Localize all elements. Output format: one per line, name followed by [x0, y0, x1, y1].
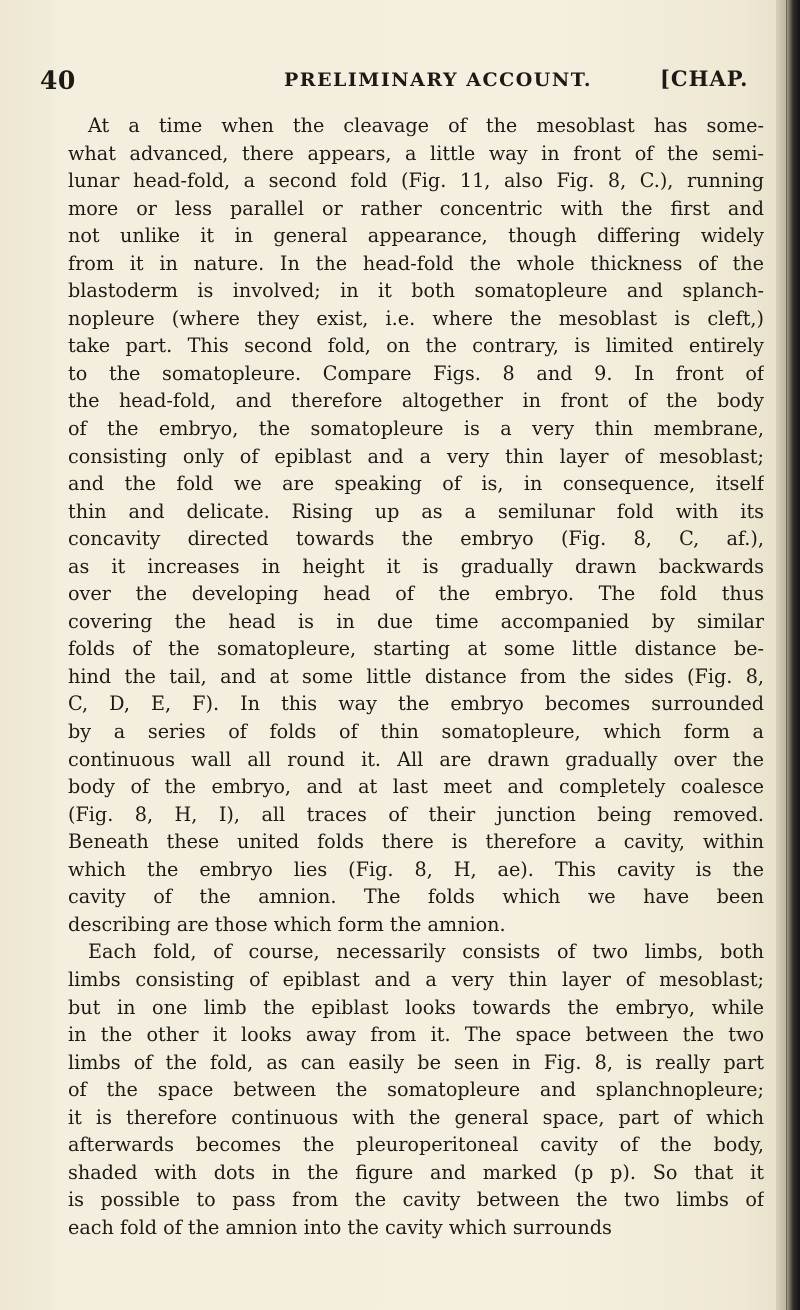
- text-line: body of the embryo, and at last meet and completely coalesce: [68, 775, 764, 799]
- chapter-label: [CHAP.: [660, 66, 749, 91]
- text-line: take part. This second fold, on the contrary, is limited entirely: [68, 334, 764, 358]
- text-line: hind the tail, and at some little distance from the sides (Fig. 8,: [68, 664, 764, 688]
- text-line: of the embryo, the somatopleure is a very thin membrane,: [68, 417, 764, 441]
- body-text: [68, 112, 764, 1241]
- text-line: lunar head-fold, a second fold (Fig. 11, also Fig. 8, C.), running: [68, 169, 764, 193]
- page-gutter-edge: [776, 0, 800, 1310]
- text-line: cavity of the amnion. The folds which we have been: [68, 885, 764, 909]
- text-line: which the embryo lies (Fig. 8, H, ae). This cavity is the: [68, 857, 764, 881]
- text-line: At a time when the cleavage of the mesoblast has some-: [88, 114, 764, 137]
- text-line: C, D, E, F). In this way the embryo becomes surrounded: [68, 692, 764, 716]
- text-line: each fold of the amnion into the cavity which surrounds: [68, 1215, 612, 1239]
- page-number: 40: [40, 66, 76, 95]
- text-line: over the developing head of the embryo. The fold thus: [68, 582, 764, 606]
- text-line: blastoderm is involved; in it both somatopleure and splanch-: [68, 279, 764, 303]
- text-line: what advanced, there appears, a little way in front of the semi-: [68, 141, 764, 165]
- text-line: folds of the somatopleure, starting at some little distance be-: [68, 637, 764, 661]
- paragraph: [68, 938, 764, 1241]
- text-line: of the space between the somatopleure and splanchnopleure;: [68, 1078, 764, 1102]
- text-line: not unlike it in general appearance, though differing widely: [68, 224, 764, 248]
- text-line: thin and delicate. Rising up as a semilunar fold with its: [68, 499, 764, 523]
- text-line: consisting only of epiblast and a very thin layer of mesoblast;: [68, 444, 764, 468]
- text-line: as it increases in height it is gradually drawn backwards: [68, 554, 764, 578]
- text-line: covering the head is in due time accompanied by similar: [68, 609, 764, 633]
- page-gutter-line: [786, 0, 787, 1310]
- text-line: to the somatopleure. Compare Figs. 8 and 9. In front of: [68, 361, 764, 385]
- text-line: from it in nature. In the head-fold the whole thickness of the: [68, 251, 764, 275]
- text-line: and the fold we are speaking of is, in consequence, itself: [68, 472, 764, 496]
- paragraph: [68, 112, 764, 938]
- text-line: nopleure (where they exist, i.e. where the mesoblast is cleft,): [68, 306, 764, 330]
- text-line: is possible to pass from the cavity between the two limbs of: [68, 1188, 764, 1212]
- text-line: concavity directed towards the embryo (Fig. 8, C, af.),: [68, 527, 764, 551]
- text-line: limbs of the fold, as can easily be seen in Fig. 8, is really part: [68, 1050, 764, 1074]
- text-line: the head-fold, and therefore altogether in front of the body: [68, 389, 764, 413]
- text-line: by a series of folds of thin somatopleure, which form a: [68, 720, 764, 744]
- text-line: limbs consisting of epiblast and a very thin layer of mesoblast;: [68, 967, 764, 991]
- text-line: afterwards becomes the pleuroperitoneal cavity of the body,: [68, 1133, 764, 1157]
- text-line: continuous wall all round it. All are drawn gradually over the: [68, 747, 764, 771]
- text-line: but in one limb the epiblast looks towards the embryo, while: [68, 995, 764, 1019]
- text-line: more or less parallel or rather concentric with the first and: [68, 196, 764, 220]
- text-line: it is therefore continuous with the general space, part of which: [68, 1105, 764, 1129]
- text-line: Beneath these united folds there is therefore a cavity, within: [68, 830, 764, 854]
- text-line: in the other it looks away from it. The space between the two: [68, 1023, 764, 1047]
- text-line: describing are those which form the amnion.: [68, 912, 506, 936]
- text-line: Each fold, of course, necessarily consists of two limbs, both: [88, 940, 764, 964]
- running-title: PRELIMINARY ACCOUNT.: [284, 69, 592, 91]
- text-line: (Fig. 8, H, I), all traces of their junction being removed.: [68, 802, 764, 826]
- page-header: [40, 66, 768, 98]
- text-line: shaded with dots in the figure and marked (p p). So that it: [68, 1160, 764, 1184]
